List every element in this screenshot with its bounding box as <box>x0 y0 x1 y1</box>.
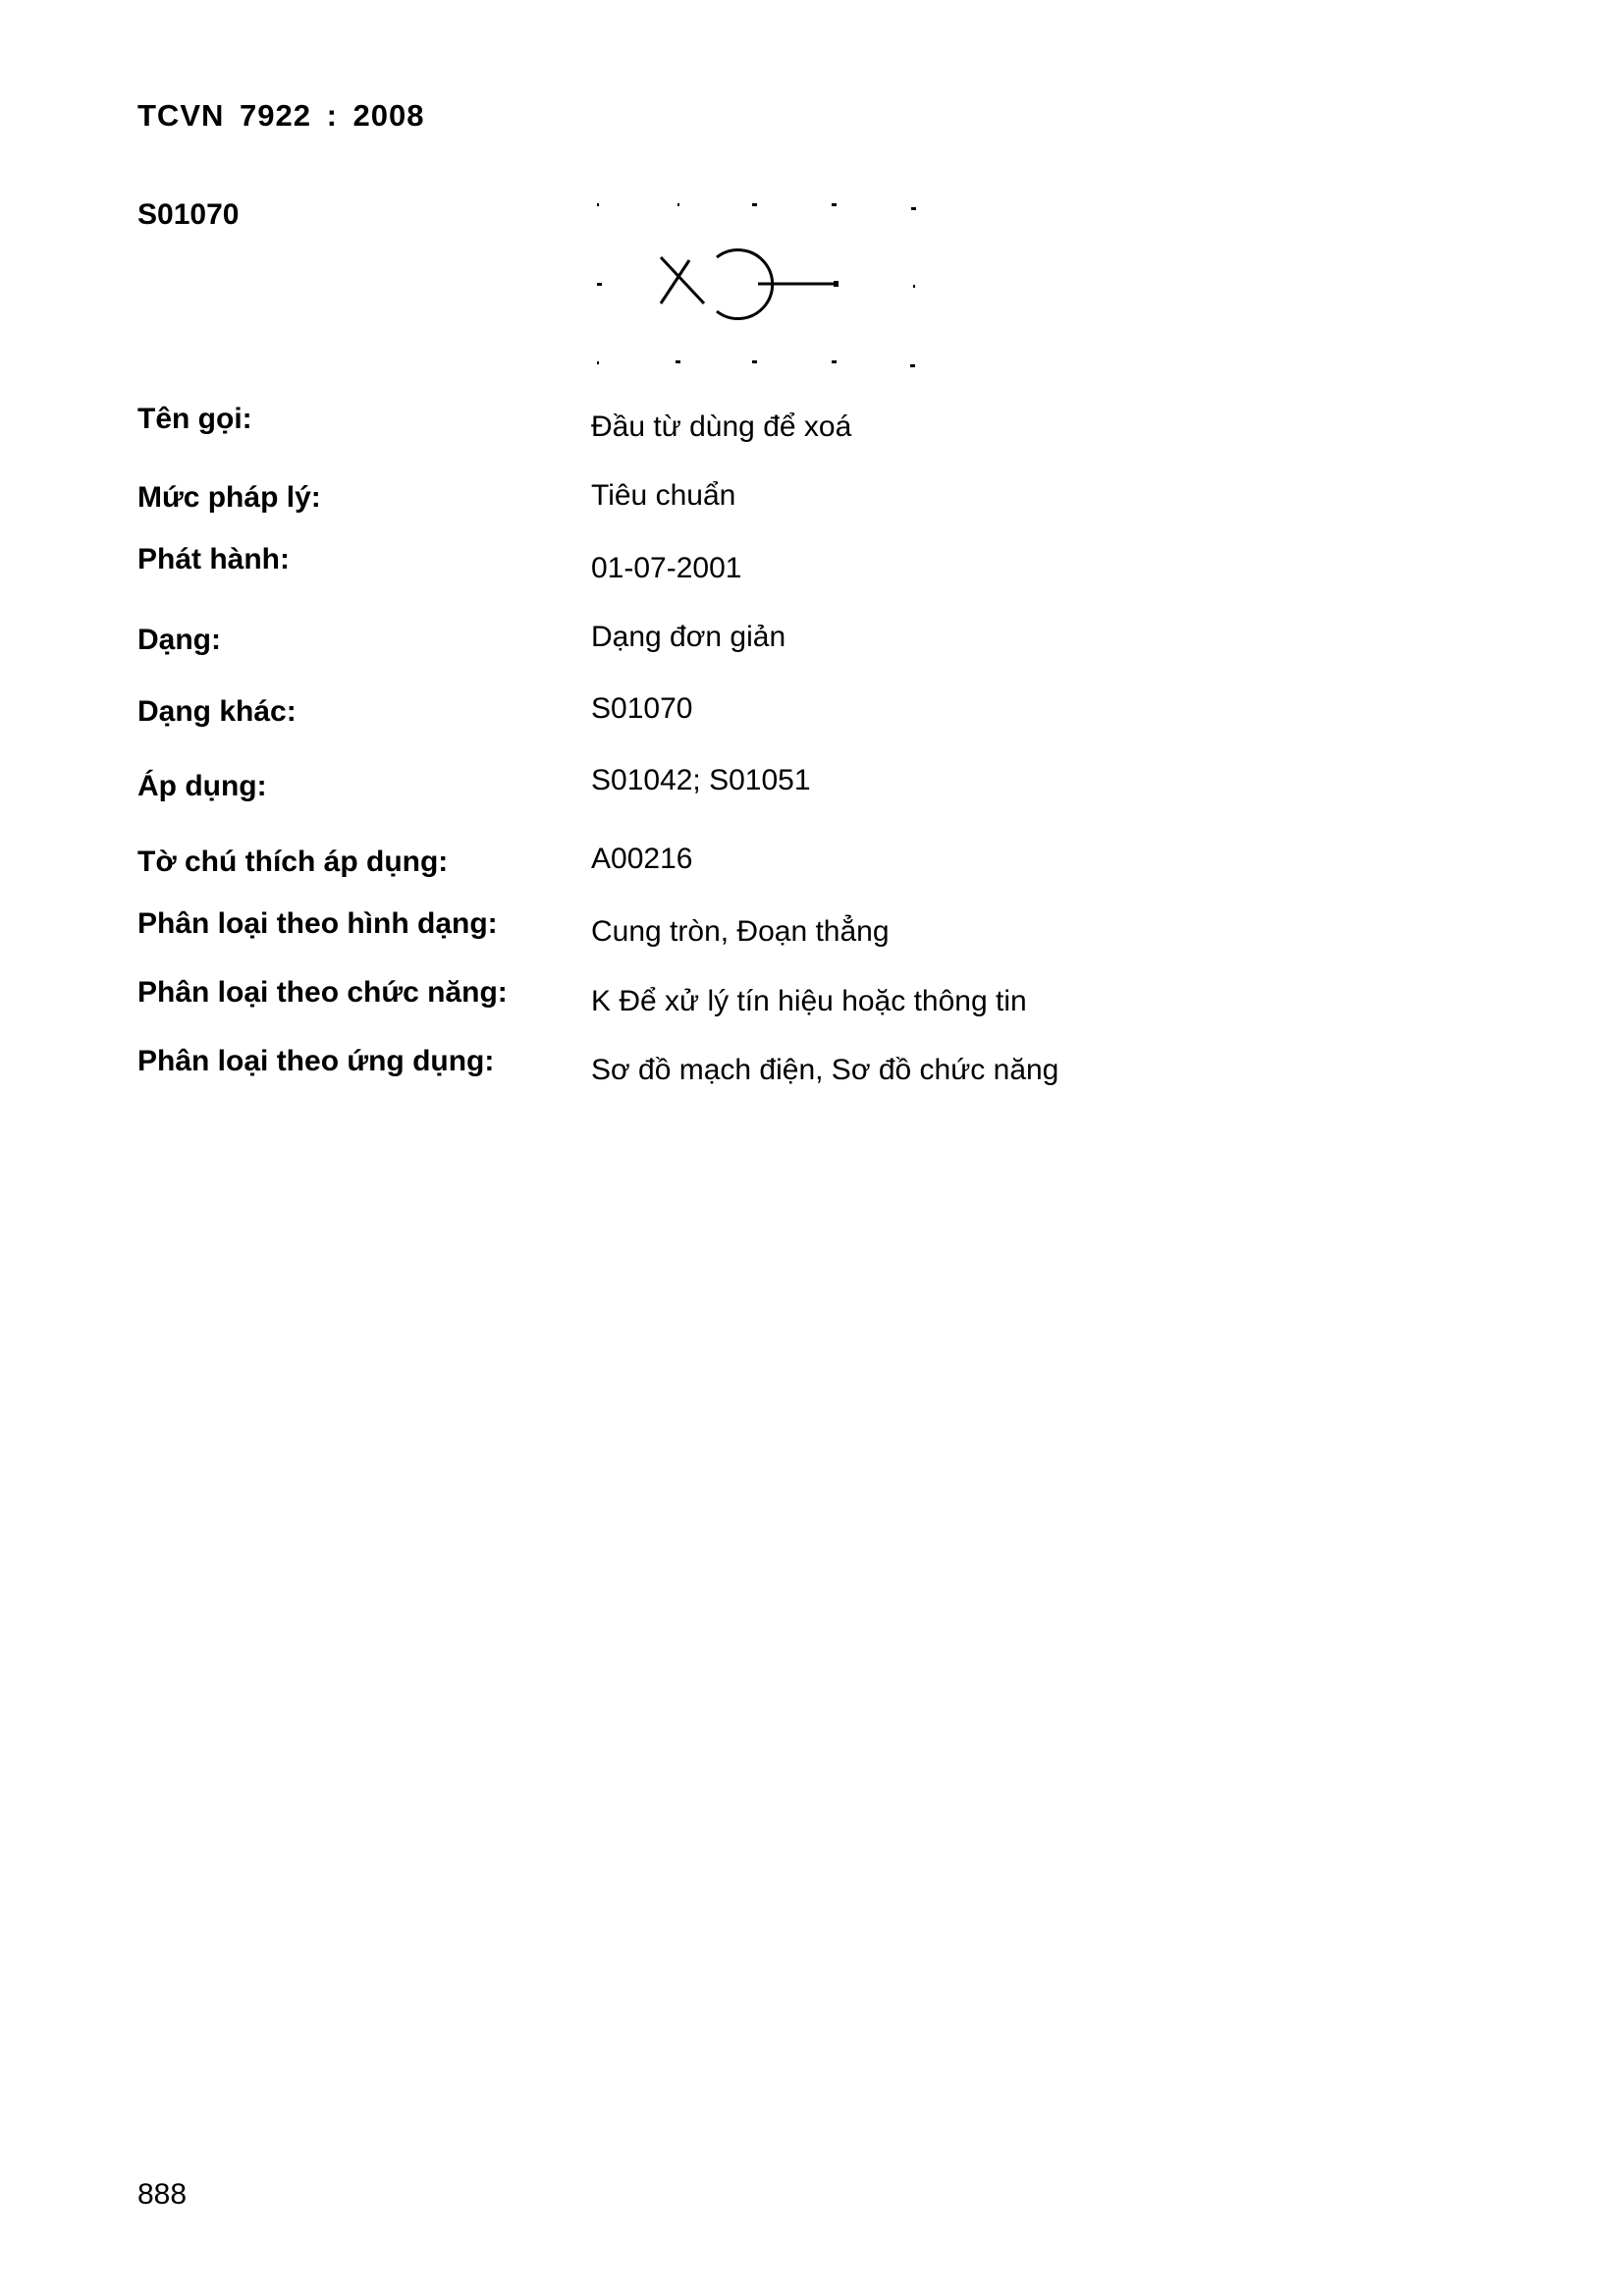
field-value: A00216 <box>591 843 693 875</box>
field-label: Dạng: <box>137 624 221 656</box>
cross-line-1 <box>661 257 704 303</box>
erase-head-symbol-icon <box>589 191 923 378</box>
field-value: S01070 <box>591 692 693 725</box>
field-value: Đầu từ dùng để xoá <box>591 410 852 443</box>
field-value: Dạng đơn giản <box>591 621 786 653</box>
field-value: Cung tròn, Đoạn thẳng <box>591 915 890 948</box>
field-label: Phân loại theo chức năng: <box>137 976 508 1009</box>
field-label: Dạng khác: <box>137 695 297 728</box>
field-value: K Để xử lý tín hiệu hoặc thông tin <box>591 985 1027 1017</box>
page-header: TCVN 7922 : 2008 <box>137 98 425 133</box>
field-value: S01042; S01051 <box>591 764 811 796</box>
field-value: Sơ đồ mạch điện, Sơ đồ chức năng <box>591 1054 1059 1086</box>
field-label: Tờ chú thích áp dụng: <box>137 846 449 878</box>
field-value: 01-07-2001 <box>591 552 742 584</box>
field-label: Phân loại theo hình dạng: <box>137 907 498 940</box>
field-value: Tiêu chuẩn <box>591 479 736 512</box>
field-label: Tên gọi: <box>137 403 252 435</box>
field-label: Mức pháp lý: <box>137 481 321 514</box>
field-label: Phân loại theo ứng dụng: <box>137 1045 495 1077</box>
symbol-code: S01070 <box>137 198 240 231</box>
field-label: Phát hành: <box>137 543 290 575</box>
symbol-strokes <box>661 250 837 319</box>
page-number: 888 <box>137 2178 188 2211</box>
lead-terminal <box>834 281 839 287</box>
grid-dots <box>597 203 916 367</box>
field-label: Áp dụng: <box>137 770 267 802</box>
